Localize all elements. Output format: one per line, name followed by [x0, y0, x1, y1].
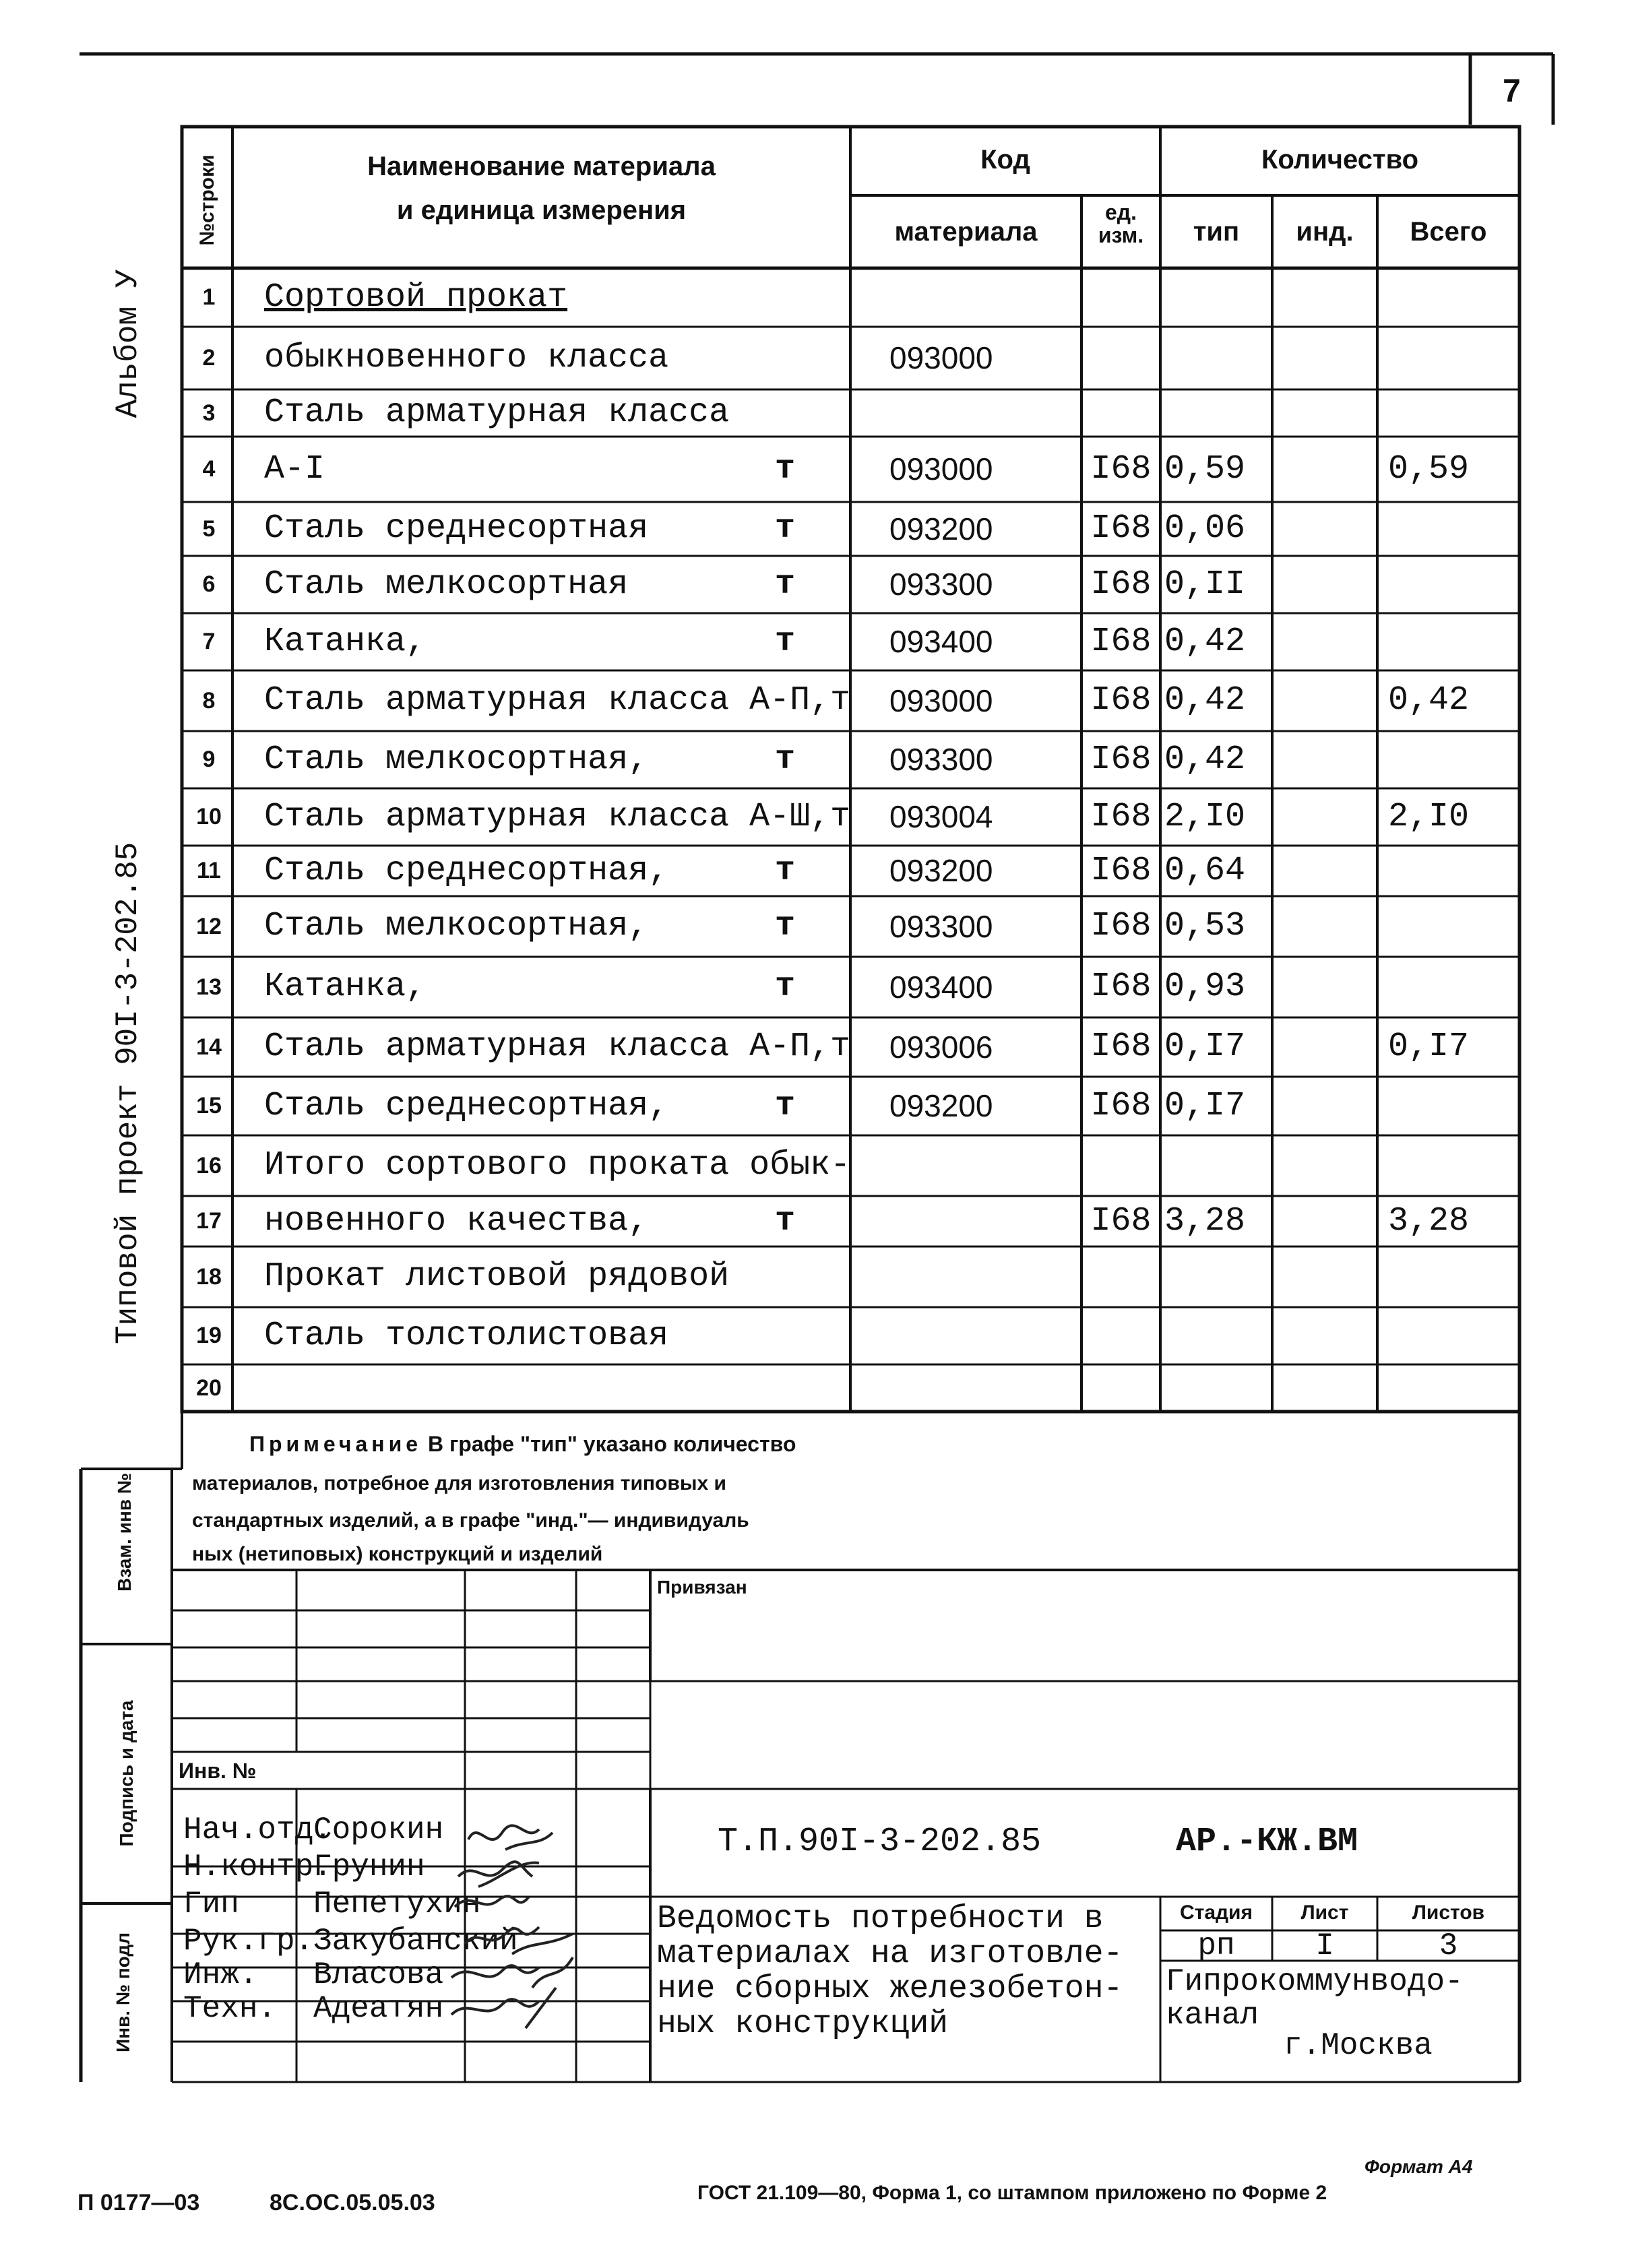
row-qty-total: 0,I7	[1388, 1028, 1470, 1066]
signer-name: Пепетухин	[313, 1887, 481, 1922]
row-qty-ind	[1272, 846, 1377, 896]
footer-left-code: П 0177—03	[77, 2190, 200, 2215]
inv-podl-label: Инв. № подл	[113, 1932, 133, 2053]
row-qty-type	[1164, 1364, 1272, 1412]
header-name-line1: Наименование материала	[367, 152, 716, 181]
signer-name: Власова	[313, 1957, 444, 1992]
header-code-material: материала	[894, 217, 1038, 247]
footer-gost: ГОСТ 21.109—80, Форма 1, со штампом приложено по Форме 2	[697, 2182, 1327, 2204]
row-material-code	[850, 1364, 1092, 1412]
row-unit	[768, 1307, 802, 1364]
row-material-code: 093400	[889, 624, 993, 659]
row-material-code: 093000	[889, 451, 993, 486]
row-material-name: Сталь мелкосортная,	[264, 741, 649, 779]
album-label: Альбом У	[111, 269, 146, 418]
row-qty-type	[1164, 327, 1272, 389]
row-number: 4	[202, 456, 216, 482]
row-qty-ind	[1272, 1135, 1377, 1196]
row-qty-total	[1388, 1247, 1516, 1307]
row-qty-total: 0,42	[1388, 681, 1470, 720]
row-unit-code	[1081, 327, 1160, 389]
row-unit: т	[774, 1087, 795, 1125]
row-unit	[768, 1135, 802, 1196]
row-qty-type: 0,64	[1164, 852, 1246, 890]
row-material-name: Сортовой прокат	[264, 278, 568, 317]
note-label: Примечание	[249, 1432, 422, 1456]
row-number: 1	[202, 284, 216, 310]
row-number: 2	[202, 345, 216, 371]
row-qty-type: 0,53	[1164, 907, 1246, 945]
row-material-code: 093200	[889, 511, 993, 546]
row-material-name: Сталь мелкосортная	[264, 565, 629, 604]
row-unit: т	[774, 741, 795, 779]
row-unit-code: I68	[1090, 509, 1152, 548]
row-qty-type	[1164, 268, 1272, 327]
row-number: 10	[196, 804, 222, 829]
row-qty-type: 0,59	[1164, 450, 1246, 489]
row-qty-ind	[1272, 1307, 1377, 1364]
note-line2: материалов, потребное для изготовления типовых и	[192, 1472, 726, 1494]
row-unit-code	[1081, 389, 1160, 437]
row-material-code: 093400	[889, 970, 993, 1005]
org-line2: канал	[1166, 1998, 1259, 2033]
row-qty-total	[1388, 846, 1516, 896]
header-qty-group: Количество	[1261, 145, 1419, 175]
row-unit: т	[774, 509, 795, 548]
signer-role: Рук.гр.	[183, 1924, 314, 1959]
row-number: 3	[202, 400, 216, 426]
row-material-code	[850, 1135, 1092, 1196]
row-unit: т	[774, 968, 795, 1006]
note-line3: стандартных изделий, а в графе "инд."— индивидуаль	[192, 1509, 749, 1532]
row-qty-type: 0,I7	[1164, 1087, 1246, 1125]
stage-value: рп	[1197, 1928, 1235, 1963]
row-material-name: Сталь мелкосортная,	[264, 907, 649, 945]
row-qty-total	[1388, 1307, 1516, 1364]
row-qty-type: 0,I7	[1164, 1028, 1246, 1066]
row-qty-total: 2,I0	[1388, 798, 1470, 836]
row-unit-code: I68	[1090, 681, 1152, 720]
row-qty-type	[1164, 1307, 1272, 1364]
row-qty-type: 0,42	[1164, 741, 1246, 779]
row-material-name: Сталь арматурная класса А-Ш,т	[264, 798, 851, 836]
row-qty-total	[1388, 268, 1516, 327]
row-number: 20	[196, 1375, 222, 1401]
row-material-name: А-I	[264, 450, 325, 489]
row-qty-total	[1388, 896, 1516, 957]
row-qty-ind	[1272, 1017, 1377, 1077]
row-material-code	[850, 1307, 1092, 1364]
row-number: 6	[202, 571, 216, 597]
row-qty-ind	[1272, 731, 1377, 788]
row-unit-code	[1081, 1364, 1160, 1412]
row-qty-type: 0,II	[1164, 565, 1246, 604]
row-qty-ind	[1272, 1247, 1377, 1307]
row-qty-ind	[1272, 896, 1377, 957]
row-qty-ind	[1272, 670, 1377, 731]
row-unit: т	[774, 623, 795, 661]
row-unit: т	[774, 1202, 795, 1240]
row-material-code	[850, 389, 1092, 437]
row-qty-total	[1388, 1364, 1516, 1412]
row-number: 8	[202, 688, 216, 714]
row-unit	[768, 788, 802, 846]
row-qty-type: 0,06	[1164, 509, 1246, 548]
signatures-handwritten	[438, 1813, 640, 2082]
sheet-value: I	[1315, 1928, 1334, 1963]
header-qty-total: Всего	[1410, 217, 1487, 247]
row-number: 7	[202, 629, 216, 654]
row-material-code: 093000	[889, 683, 993, 718]
row-material-name: новенного качества,	[264, 1202, 649, 1240]
row-unit: т	[774, 907, 795, 945]
row-number: 15	[196, 1093, 222, 1119]
row-number: 16	[196, 1153, 222, 1178]
row-qty-ind	[1272, 957, 1377, 1017]
signer-name: Закубанский	[313, 1924, 518, 1959]
row-qty-ind	[1272, 1196, 1377, 1247]
format-label: Формат А4	[1364, 2156, 1473, 2177]
signer-role: Нач.отд.	[183, 1813, 332, 1848]
row-qty-total	[1388, 613, 1516, 670]
row-unit	[768, 1247, 802, 1307]
privyazan-label: Привязан	[657, 1577, 747, 1598]
row-qty-total	[1388, 389, 1516, 437]
row-unit	[768, 1017, 802, 1077]
row-qty-ind	[1272, 1077, 1377, 1135]
row-material-code: 093300	[889, 909, 993, 944]
row-qty-ind	[1272, 556, 1377, 613]
sheets-value: 3	[1439, 1928, 1458, 1963]
row-unit	[768, 1364, 802, 1412]
row-material-name: Сталь толстолистовая	[264, 1317, 669, 1355]
row-unit-code: I68	[1090, 1202, 1152, 1240]
vzam-inv-label: Взам. инв №	[114, 1473, 135, 1592]
row-qty-total	[1388, 731, 1516, 788]
row-qty-ind	[1272, 268, 1377, 327]
document-title: Ведомость потребности в материалах на изготовле- ние сборных железобетон- ных конструкций	[657, 1901, 1123, 2042]
row-material-code: 093004	[889, 799, 993, 834]
row-qty-total	[1388, 327, 1516, 389]
row-unit	[768, 389, 802, 437]
row-qty-ind	[1272, 389, 1377, 437]
row-material-name: Итого сортового проката обык-	[264, 1146, 851, 1185]
row-number: 5	[202, 516, 216, 542]
project-label: Типовой проект 90I-3-202.85	[111, 842, 146, 1344]
header-name-line2: и единица измерения	[396, 195, 687, 225]
row-qty-total	[1388, 502, 1516, 556]
stage-label: Стадия	[1179, 1901, 1253, 1924]
row-number: 18	[196, 1264, 222, 1290]
row-unit-code: I68	[1090, 852, 1152, 890]
row-material-code: 093200	[889, 1088, 993, 1123]
row-unit-code: I68	[1090, 565, 1152, 604]
row-unit	[768, 268, 802, 327]
row-number: 14	[196, 1034, 222, 1060]
row-qty-type	[1164, 1247, 1272, 1307]
row-qty-type: 3,28	[1164, 1202, 1246, 1240]
inv-no-label: Инв. №	[179, 1759, 257, 1783]
row-unit: т	[774, 450, 795, 489]
row-material-name: Сталь арматурная класса А-П,т	[264, 1028, 851, 1066]
doc-code: Т.П.90I-3-202.85	[718, 1823, 1042, 1861]
row-material-name: Прокат листовой рядовой	[264, 1257, 730, 1296]
note-line1: Примечание В графе "тип" указано количество	[249, 1432, 796, 1456]
row-material-name: Сталь арматурная класса	[264, 393, 730, 432]
note-line4: ных (нетиповых) конструкций и изделий	[192, 1543, 603, 1565]
footer-mid-code: 8С.ОС.05.05.03	[270, 2190, 435, 2215]
row-material-name: Сталь среднесортная,	[264, 852, 669, 890]
header-row-no: №строки	[196, 154, 218, 246]
doc-mark: АР.-КЖ.ВМ	[1176, 1823, 1358, 1861]
row-unit-code: I68	[1090, 968, 1152, 1006]
row-unit: т	[774, 565, 795, 604]
signer-role: Техн.	[183, 1991, 277, 2026]
row-qty-total	[1388, 1135, 1516, 1196]
row-material-name: обыкновенного класса	[264, 339, 669, 377]
row-number: 19	[196, 1323, 222, 1348]
row-unit	[768, 670, 802, 731]
row-number: 9	[202, 747, 216, 772]
signer-name: Грунин	[313, 1850, 425, 1885]
signer-name: Адеатян	[313, 1991, 444, 2026]
row-number: 17	[196, 1208, 222, 1234]
org-city: г.Москва	[1284, 2028, 1433, 2063]
row-material-code: 093000	[889, 340, 993, 375]
row-unit-code: I68	[1090, 907, 1152, 945]
row-material-code	[850, 268, 1092, 327]
header-code-group: Код	[980, 145, 1030, 175]
row-qty-total	[1388, 1077, 1516, 1135]
row-material-name: Сталь арматурная класса А-П,т	[264, 681, 851, 720]
signer-name: Сорокин	[313, 1813, 444, 1848]
sheet-label: Лист	[1300, 1901, 1349, 1924]
signature-date-label: Подпись и дата	[116, 1700, 137, 1847]
row-unit-code: I68	[1090, 623, 1152, 661]
row-unit-code: I68	[1090, 450, 1152, 489]
row-material-code	[850, 1247, 1092, 1307]
row-qty-total: 0,59	[1388, 450, 1470, 489]
row-number: 11	[197, 858, 221, 883]
row-unit-code: I68	[1090, 741, 1152, 779]
row-unit-code	[1081, 268, 1160, 327]
row-qty-ind	[1272, 613, 1377, 670]
row-qty-ind	[1272, 502, 1377, 556]
row-qty-type: 0,42	[1164, 681, 1246, 720]
row-qty-ind	[1272, 1364, 1377, 1412]
row-material-code	[850, 1196, 1092, 1247]
header-qty-type: тип	[1193, 217, 1240, 247]
row-unit-code: I68	[1090, 1028, 1152, 1066]
row-material-name: Катанка,	[264, 968, 427, 1006]
header-qty-ind: инд.	[1296, 217, 1354, 247]
row-qty-type: 0,42	[1164, 623, 1246, 661]
header-code-unit: ед. изм.	[1098, 200, 1144, 247]
row-qty-type: 2,I0	[1164, 798, 1246, 836]
sheets-label: Листов	[1412, 1901, 1485, 1924]
row-material-code: 093006	[889, 1030, 993, 1065]
row-unit	[768, 327, 802, 389]
row-qty-ind	[1272, 327, 1377, 389]
page-number: 7	[1503, 73, 1521, 109]
row-number: 12	[196, 914, 222, 939]
signer-role: Инж.	[183, 1957, 258, 1992]
row-qty-type	[1164, 1135, 1272, 1196]
row-material-code: 093300	[889, 742, 993, 777]
signer-role: Гип	[183, 1887, 239, 1922]
row-qty-total: 3,28	[1388, 1202, 1470, 1240]
row-material-code: 093300	[889, 567, 993, 602]
row-unit-code: I68	[1090, 798, 1152, 836]
row-unit-code: I68	[1090, 1087, 1152, 1125]
row-material-code: 093200	[889, 853, 993, 888]
row-number: 13	[196, 974, 222, 1000]
row-qty-type: 0,93	[1164, 968, 1246, 1006]
row-material-name: Катанка,	[264, 623, 427, 661]
row-unit: т	[774, 852, 795, 890]
row-unit-code	[1081, 1307, 1160, 1364]
row-qty-ind	[1272, 437, 1377, 502]
org-line1: Гипрокоммунводо-	[1166, 1964, 1464, 1999]
row-material-name: Сталь среднесортная	[264, 509, 649, 548]
row-qty-total	[1388, 957, 1516, 1017]
row-qty-total	[1388, 556, 1516, 613]
row-material-name: Сталь среднесортная,	[264, 1087, 669, 1125]
signer-role: Н.контр.	[183, 1850, 332, 1885]
row-unit-code	[1081, 1135, 1160, 1196]
row-unit-code	[1081, 1247, 1160, 1307]
row-qty-ind	[1272, 788, 1377, 846]
row-qty-type	[1164, 389, 1272, 437]
